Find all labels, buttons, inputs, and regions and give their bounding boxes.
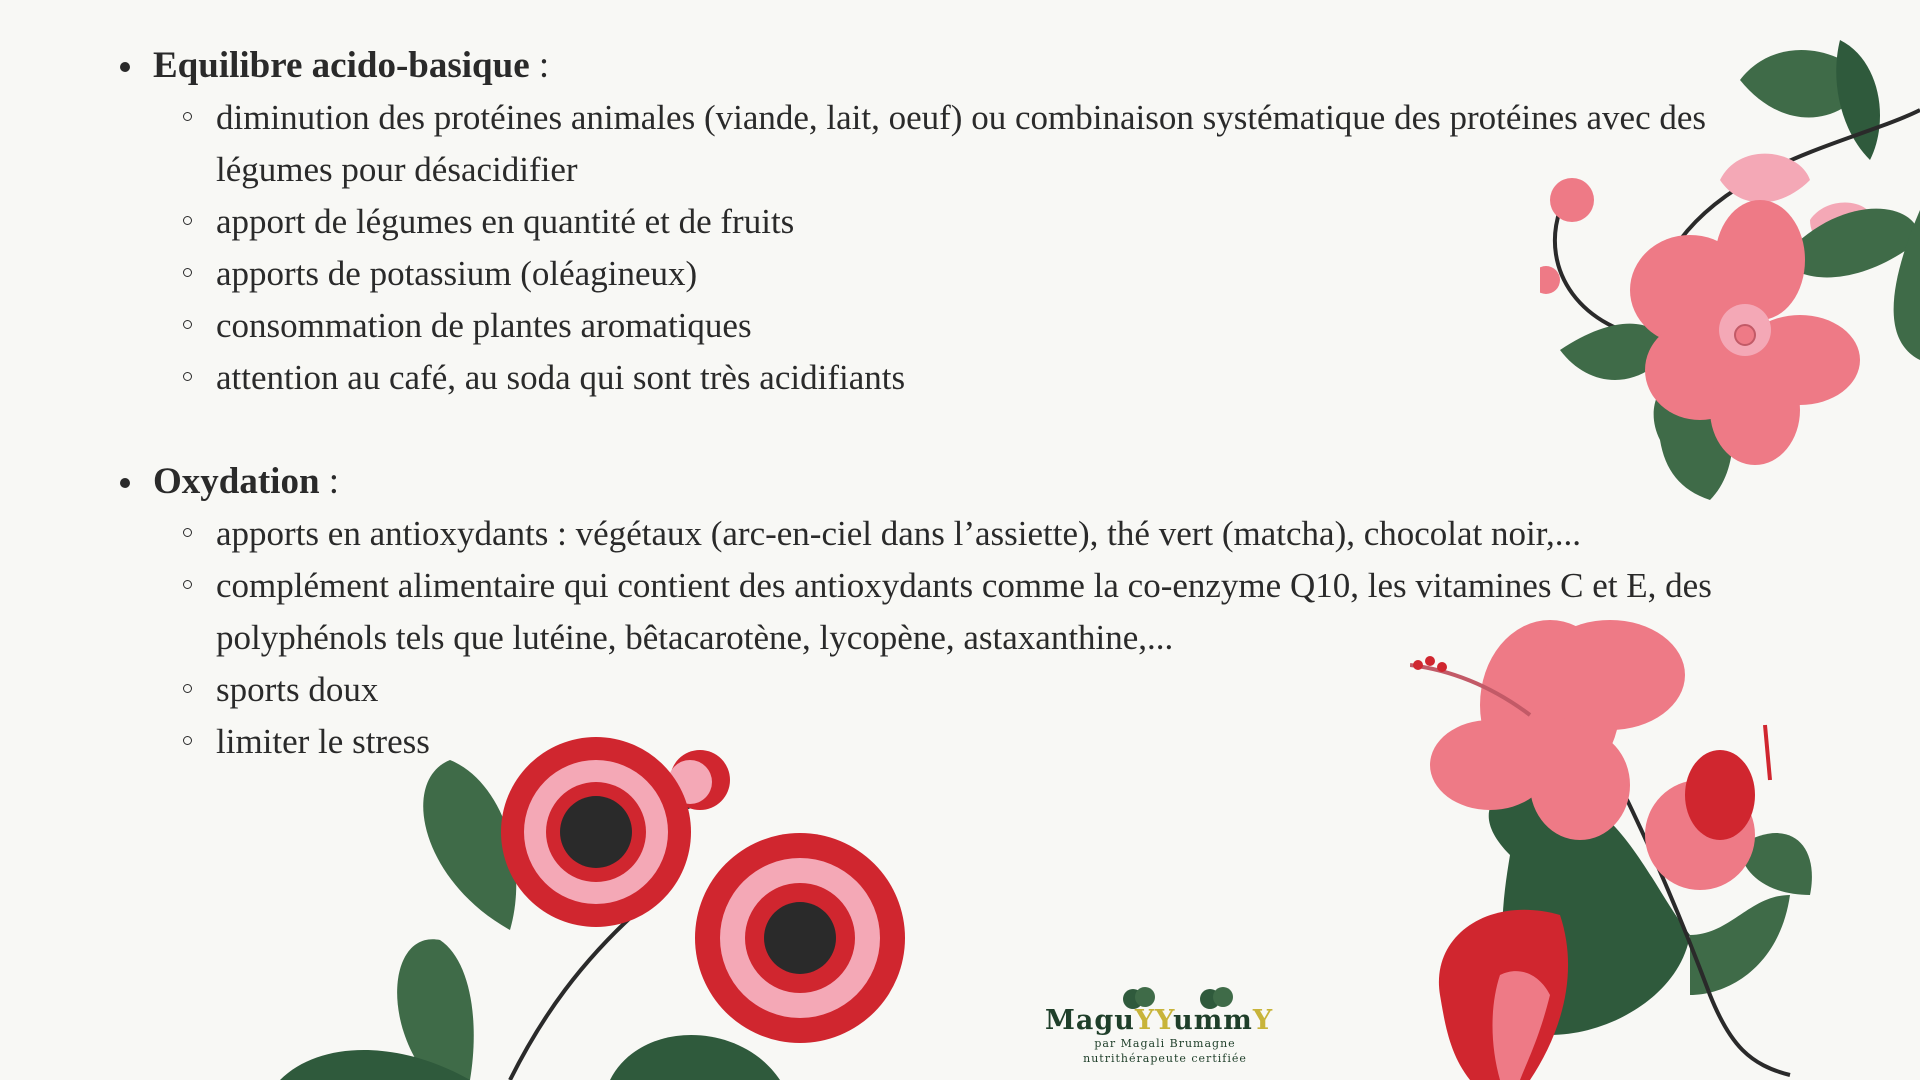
section-heading: Oxydation	[153, 461, 320, 502]
circle-bullet	[183, 112, 192, 121]
list-item	[216, 92, 1760, 196]
list-item-text: consommation de plantes aromatiques	[216, 306, 752, 345]
orchid-illustration	[1540, 40, 1920, 510]
list-item-text: attention au café, au soda qui sont très acidifiants	[216, 358, 906, 397]
circle-bullet	[183, 268, 192, 277]
brand-logo	[1020, 985, 1310, 1065]
circle-bullet	[183, 736, 192, 745]
list-item-text: diminution des protéines animales (viande, lait, oeuf) ou combinaison systématique des protéines avec des légumes pour désacidifier	[216, 98, 1707, 189]
bullet-dot	[120, 62, 130, 72]
logo-tagline: nutrithérapeute certifiée	[1083, 1052, 1247, 1065]
list-item-text: limiter le stress	[216, 722, 430, 761]
list-item	[216, 352, 1760, 404]
logo-title-accent: YY	[1134, 1005, 1174, 1036]
list-item	[216, 248, 1760, 300]
list-item-text: sports doux	[216, 670, 379, 709]
logo-title-part: umm	[1173, 1005, 1253, 1036]
logo-subtitle: par Magali Brumagne	[1094, 1037, 1236, 1050]
heading-colon: :	[529, 45, 550, 86]
daisy-illustration	[280, 720, 1010, 1080]
circle-bullet	[183, 580, 192, 589]
circle-bullet	[183, 216, 192, 225]
list-item	[216, 300, 1760, 352]
bullet-dot	[120, 478, 130, 488]
circle-bullet	[183, 684, 192, 693]
section-acid-base	[120, 40, 1760, 404]
circle-bullet	[183, 320, 192, 329]
logo-title-part: Magu	[1045, 1005, 1135, 1036]
hibiscus-illustration	[1410, 615, 1830, 1080]
list-item-text: apports de potassium (oléagineux)	[216, 254, 698, 293]
list-item-text: apport de légumes en quantité et de fruits	[216, 202, 795, 241]
sub-list	[153, 92, 1760, 404]
list-item	[216, 196, 1760, 248]
list-item	[216, 508, 1760, 560]
logo-title	[1045, 1005, 1273, 1036]
circle-bullet	[183, 372, 192, 381]
section-heading: Equilibre acido-basique	[153, 45, 530, 86]
list-item-text: apports en antioxydants : végétaux (arc-en-ciel dans l’assiette), thé vert (matcha), chocolat noir,...	[216, 514, 1581, 553]
list-item-text: complément alimentaire qui contient des antioxydants comme la co-enzyme Q10, les vitamines C et E, des polyphénols tels que lutéine, bêtacarotène, lycopène, astaxanthine,...	[216, 566, 1712, 657]
heading-colon: :	[319, 461, 340, 502]
logo-title-accent: Y	[1252, 1005, 1274, 1036]
circle-bullet	[183, 528, 192, 537]
